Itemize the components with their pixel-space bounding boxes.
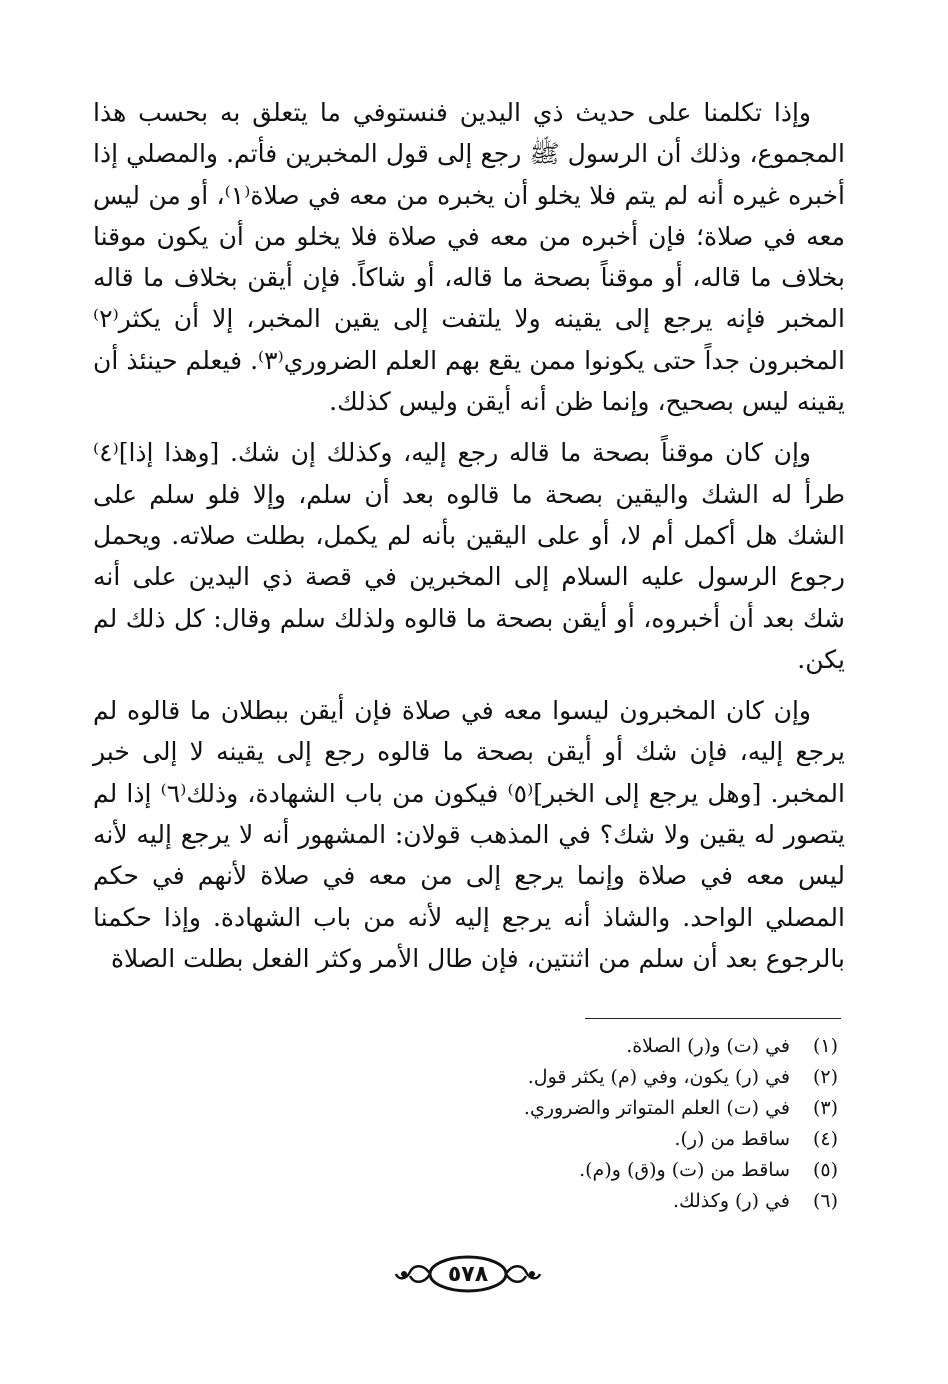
footnote-divider [585, 1018, 841, 1019]
paragraph-1: وإذا تكلمنا على حديث ذي اليدين فنستوفي ما يتعلق به بحسب هذا المجموع، وذلك أن الرسول ﷺ رجع إلى قول المخبرين فأتم. والمصلي إذا أخبره غيره أنه لم يتم فلا يخلو أن يخبره من معه في صلاة⁽١⁾، أو من ليس معه في صلاة؛ فإن أخبره من معه في صلاة فلا يخلو من أن يكون موقنا بخلاف ما قاله، أو موقناً بصحة ما قاله، أو شاكاً. فإن أيقن بخلاف ما قاله المخبر فإنه يرجع إلى يقينه ولا يلتفت إلى يقين المخبر، إلا أن يكثر⁽٢⁾ المخبرون جداً حتى يكونوا ممن يقع بهم العلم الضروري⁽٣⁾. فيعلم حينئذ أن يقينه ليس بصحيح، وإنما ظن أنه أيقن وليس كذلك. [93, 98, 845, 417]
footnote-number: (٤) [812, 1128, 838, 1150]
footnote-text: في (ر) وكذلك. [672, 1190, 790, 1212]
footnote-number: (٣) [812, 1097, 838, 1119]
footnote-number: (١) [812, 1035, 838, 1057]
footnote-5 [93, 1155, 838, 1186]
paragraph-2: وإن كان موقناً بصحة ما قاله رجع إليه، وكذلك إن شك. [وهذا إذا]⁽٤⁾ طرأ له الشك واليقين بصحة ما قالوه بعد أن سلم، وإلا فلو سلم على الشك هل أكمل أم لا، أو على اليقين بأنه لم يكمل، بطلت صلاته. ويحمل رجوع الرسول عليه السلام إلى المخبرين في قصة ذي اليدين على أنه شك بعد أن أخبروه، أو أيقن بصحة ما قالوه ولذلك سلم وقال: كل ذلك لم يكن. [93, 438, 845, 674]
footnote-text: ساقط من (ت) و(ق) و(م). [579, 1159, 790, 1181]
footnote-2 [93, 1062, 838, 1093]
main-text [93, 92, 845, 989]
footnotes [93, 1031, 838, 1217]
footnote-text: في (ت) العلم المتواتر والضروري. [523, 1097, 790, 1119]
footnote-6 [93, 1186, 838, 1217]
footnote-4 [93, 1124, 838, 1155]
footnote-number: (٢) [812, 1066, 838, 1088]
page-number: ٥٧٨ [447, 1261, 489, 1287]
footnote-number: (٦) [812, 1190, 838, 1212]
page-number-ornament [394, 1250, 542, 1298]
paragraph-3: وإن كان المخبرون ليسوا معه في صلاة فإن أيقن ببطلان ما قالوه لم يرجع إليه، فإن شك أو أيقن بصحة ما قالوه رجع إلى يقينه لا إلى خبر المخبر. [وهل يرجع إلى الخبر]⁽٥⁾ فيكون من باب الشهادة، وذلك⁽٦⁾ إذا لم يتصور له يقين ولا شك؟ في المذهب قولان: المشهور أنه لا يرجع إليه لأنه ليس معه في صلاة وإنما يرجع إلى من معه في صلاة لأنهم في حكم المصلي الواحد. والشاذ أنه يرجع إليه لأنه من باب الشهادة. وإذا حكمنا بالرجوع بعد أن سلم من اثنتين، فإن طال الأمر وكثر الفعل بطلت الصلاة [93, 696, 845, 973]
footnote-text: في (ت) و(ر) الصلاة. [626, 1035, 790, 1057]
footnote-text: ساقط من (ر). [674, 1128, 790, 1150]
footnote-1 [93, 1031, 838, 1062]
footnote-text: في (ر) يكون، وفي (م) يكثر قول. [527, 1066, 790, 1088]
footnote-3 [93, 1093, 838, 1124]
footnote-number: (٥) [812, 1159, 838, 1181]
